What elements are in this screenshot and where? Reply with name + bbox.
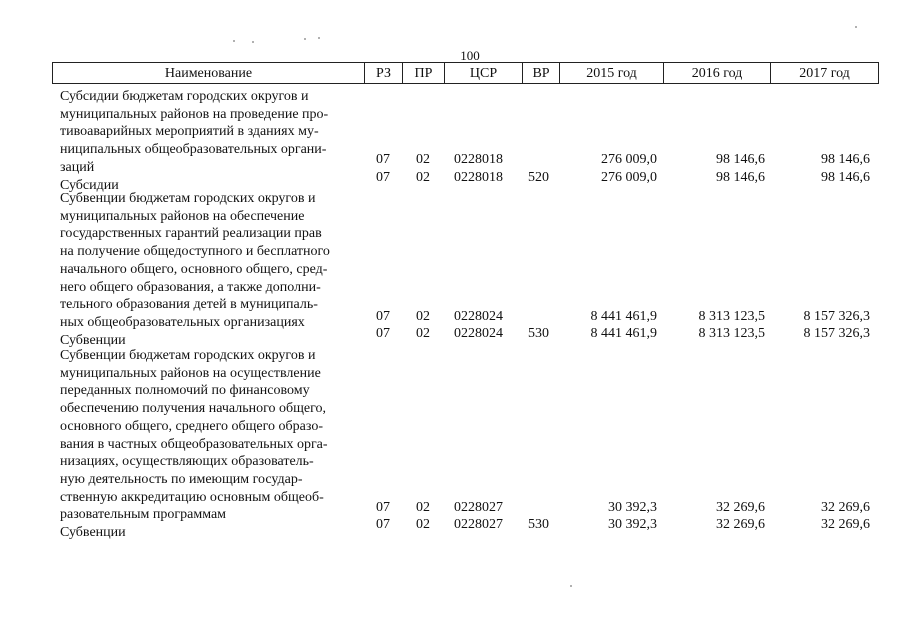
description-line: тельного образования детей в муниципаль- [60,297,318,313]
pr-code: 02 [416,170,430,185]
description-line: ную деятельность по имеющим государ- [60,471,303,487]
rz-code: 07 [376,152,390,167]
description-line: ниципальных общеобразовательных органи- [60,142,327,158]
header-2017: 2017 год [771,63,879,83]
header-csr: ЦСР [445,63,523,83]
code-row [0,308,905,326]
amount-2016: 32 269,6 [716,500,765,515]
description-line: него общего образования, а также дополни- [60,279,321,295]
amount-2017: 32 269,6 [821,500,870,515]
description-line: основного общего, среднего общего образо- [60,418,323,434]
amount-2015: 276 009,0 [601,152,657,167]
description-line: обеспечению получения начального общего, [60,401,327,417]
pr-code: 02 [416,309,430,324]
code-row [0,516,905,534]
header-2015: 2015 год [560,63,664,83]
description-line: вания в частных общеобразовательных орга- [60,436,328,452]
amount-2015: 30 392,3 [608,500,657,515]
description-line: разовательным программам [60,507,227,523]
description-line: Субсидии бюджетам городских округов и [60,89,309,104]
scan-speck [304,38,306,40]
header-pr: ПР [403,63,445,83]
vr-code: 520 [528,170,549,185]
description-line: Субвенции [60,332,126,348]
code-row [0,151,905,169]
scan-speck [252,41,254,43]
description-line: ственную аккредитацию основным общеоб- [60,489,324,505]
rz-code: 07 [376,326,390,341]
csr-code: 0228024 [454,309,503,324]
description-line: низациях, осуществляющих образователь- [60,454,314,470]
description-line: начального общего, основного общего, сред- [60,261,328,277]
description-line: муниципальных районов на обеспечение [60,208,305,224]
vr-code: 530 [528,517,549,532]
description-line: переданных полномочий по финансовому [60,383,310,399]
table-header [52,62,879,84]
rz-code: 07 [376,309,390,324]
amount-2016: 8 313 123,5 [698,309,765,324]
scan-speck [233,40,235,42]
description-line: Субвенции бюджетам городских округов и [60,348,316,363]
description-line: государственных гарантий реализации прав [60,226,322,242]
amount-2015: 30 392,3 [608,517,657,532]
description-line: ных общеобразовательных организациях [60,314,305,330]
amount-2016: 8 313 123,5 [698,326,765,341]
amount-2016: 32 269,6 [716,517,765,532]
code-row [0,325,905,343]
pr-code: 02 [416,500,430,515]
amount-2015: 8 441 461,9 [590,326,657,341]
csr-code: 0228024 [454,326,503,341]
rz-code: 07 [376,170,390,185]
description-line: муниципальных районов на проведение про- [60,106,329,122]
amount-2015: 276 009,0 [601,170,657,185]
header-2016: 2016 год [664,63,771,83]
description-line: на получение общедоступного и бесплатного [60,244,330,260]
description-line: Субвенции бюджетам городских округов и [60,191,316,206]
description-line: тивоаварийных мероприятий в зданиях му- [60,124,319,140]
amount-2015: 8 441 461,9 [590,309,657,324]
scan-speck [570,585,572,587]
pr-code: 02 [416,326,430,341]
description-line: муниципальных районов на осуществление [60,365,321,381]
scan-speck [855,26,857,28]
header-vr: ВР [523,63,560,83]
csr-code: 0228018 [454,152,503,167]
description-line: Субвенции [60,525,126,541]
csr-code: 0228018 [454,170,503,185]
amount-2016: 98 146,6 [716,170,765,185]
vr-code: 530 [528,326,549,341]
header-name: Наименование [53,63,365,83]
header-rz: РЗ [365,63,403,83]
amount-2016: 98 146,6 [716,152,765,167]
code-row [0,169,905,187]
csr-code: 0228027 [454,500,503,515]
rz-code: 07 [376,517,390,532]
pr-code: 02 [416,152,430,167]
amount-2017: 98 146,6 [821,170,870,185]
amount-2017: 8 157 326,3 [803,309,870,324]
description-line: Субсидии [60,177,119,193]
amount-2017: 98 146,6 [821,152,870,167]
amount-2017: 8 157 326,3 [803,326,870,341]
scan-speck [318,37,320,39]
rz-code: 07 [376,500,390,515]
amount-2017: 32 269,6 [821,517,870,532]
pr-code: 02 [416,517,430,532]
csr-code: 0228027 [454,517,503,532]
page-number: 100 [460,48,480,63]
code-row [0,499,905,517]
description-line: заций [60,159,95,175]
